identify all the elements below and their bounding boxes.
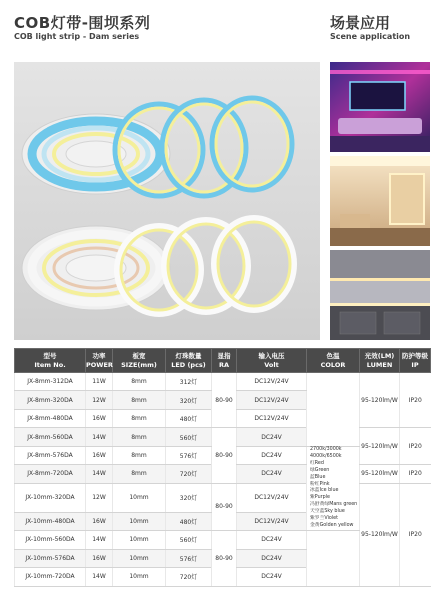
cell-volt: DC12V/24V	[237, 409, 307, 427]
cell-power: 16W	[86, 549, 113, 567]
page-subtitle: COB light strip - Dam series	[14, 32, 140, 41]
cell-led: 720灯	[166, 568, 212, 586]
header-lumen: 光效(LM) LUMEN	[360, 349, 400, 373]
header-power: 功率 POWER	[86, 349, 113, 373]
cell-volt: DC12V/24V	[237, 391, 307, 409]
scene-image-living-room	[330, 62, 430, 152]
cell-item: JX-8mm-720DA	[15, 465, 86, 483]
header-ra: 显指 RA	[212, 349, 237, 373]
cell-lumen: 95-120lm/W	[360, 465, 400, 483]
scene-image-wall-wash	[330, 156, 430, 246]
cell-size: 10mm	[113, 483, 166, 512]
cell-size: 8mm	[113, 446, 166, 464]
cell-power: 14W	[86, 531, 113, 549]
cell-power: 14W	[86, 568, 113, 586]
cell-size: 10mm	[113, 549, 166, 567]
table-row	[15, 373, 431, 391]
cell-item: JX-8mm-312DA	[15, 373, 86, 391]
cell-size: 8mm	[113, 373, 166, 391]
cell-led: 320灯	[166, 483, 212, 512]
cell-size: 10mm	[113, 531, 166, 549]
cell-color-bottom	[307, 531, 360, 586]
cell-size: 8mm	[113, 409, 166, 427]
cell-ra: 80-90	[212, 428, 237, 483]
cell-led: 320灯	[166, 391, 212, 409]
product-photo	[14, 62, 320, 340]
cell-color-options: 2700k/3000k 4000k/6500k 红Red 绿Green 蓝Blue 粉红Pink 冰蓝Ice blue 紫Purple 冯舒黄绿Mans green 天空蓝Sky blue 紫罗兰Violet 金黄Golden yellow	[307, 446, 360, 530]
cell-led: 560灯	[166, 531, 212, 549]
cell-led: 480灯	[166, 409, 212, 427]
cell-ip: IP20	[400, 373, 431, 428]
cell-power: 16W	[86, 446, 113, 464]
header-volt: 输入电压 Volt	[237, 349, 307, 373]
cell-size: 10mm	[113, 512, 166, 530]
cell-item: JX-8mm-576DA	[15, 446, 86, 464]
table-header-row	[15, 349, 431, 373]
cell-size: 8mm	[113, 465, 166, 483]
cell-volt: DC24V	[237, 446, 307, 464]
cell-item: JX-10mm-480DA	[15, 512, 86, 530]
table-row	[15, 428, 431, 446]
cell-power: 14W	[86, 428, 113, 446]
page-title: COB灯带-围坝系列	[14, 14, 151, 32]
cell-size: 10mm	[113, 568, 166, 586]
cell-power: 16W	[86, 512, 113, 530]
cell-lumen: 95-120lm/W	[360, 373, 400, 428]
scene-image-kitchen	[330, 250, 430, 340]
cell-size: 8mm	[113, 428, 166, 446]
table-row	[15, 483, 431, 512]
cell-item: JX-8mm-480DA	[15, 409, 86, 427]
cell-power: 14W	[86, 465, 113, 483]
cell-item: JX-10mm-720DA	[15, 568, 86, 586]
cell-lumen: 95-120lm/W	[360, 428, 400, 465]
cell-ip: IP20	[400, 428, 431, 465]
spec-table	[14, 348, 431, 587]
cell-led: 560灯	[166, 428, 212, 446]
cell-power: 12W	[86, 391, 113, 409]
cell-volt: DC12V/24V	[237, 483, 307, 512]
cell-item: JX-10mm-576DA	[15, 549, 86, 567]
cell-volt: DC12V/24V	[237, 373, 307, 391]
header-item-no: 型号 Item No.	[15, 349, 86, 373]
cell-ra: 80-90	[212, 483, 237, 531]
cell-volt: DC24V	[237, 465, 307, 483]
cell-volt: DC24V	[237, 531, 307, 549]
cell-volt: DC24V	[237, 549, 307, 567]
cell-ip: IP20	[400, 483, 431, 586]
cell-led: 720灯	[166, 465, 212, 483]
cell-power: 12W	[86, 483, 113, 512]
cell-power: 11W	[86, 373, 113, 391]
cell-led: 576灯	[166, 446, 212, 464]
cell-size: 8mm	[113, 391, 166, 409]
header-size: 板宽 SIZE(mm)	[113, 349, 166, 373]
scene-section-subtitle: Scene application	[330, 32, 411, 41]
cell-item: JX-10mm-560DA	[15, 531, 86, 549]
cell-led: 312灯	[166, 373, 212, 391]
cell-power: 16W	[86, 409, 113, 427]
cell-color-top	[307, 373, 360, 447]
header-led: 灯珠数量 LED (pcs)	[166, 349, 212, 373]
header-ip: 防护等级 IP	[400, 349, 431, 373]
cell-volt: DC12V/24V	[237, 512, 307, 530]
cell-item: JX-8mm-320DA	[15, 391, 86, 409]
cell-ra: 80-90	[212, 373, 237, 428]
cell-led: 480灯	[166, 512, 212, 530]
cell-ra: 80-90	[212, 531, 237, 586]
scene-section-title: 场景应用	[330, 14, 391, 32]
cell-item: JX-10mm-320DA	[15, 483, 86, 512]
cell-ip: IP20	[400, 465, 431, 483]
cell-lumen: 95-120lm/W	[360, 483, 400, 586]
cell-volt: DC24V	[237, 568, 307, 586]
cell-volt: DC24V	[237, 428, 307, 446]
cell-led: 576灯	[166, 549, 212, 567]
cell-item: JX-8mm-560DA	[15, 428, 86, 446]
header-color: 色温 COLOR	[307, 349, 360, 373]
